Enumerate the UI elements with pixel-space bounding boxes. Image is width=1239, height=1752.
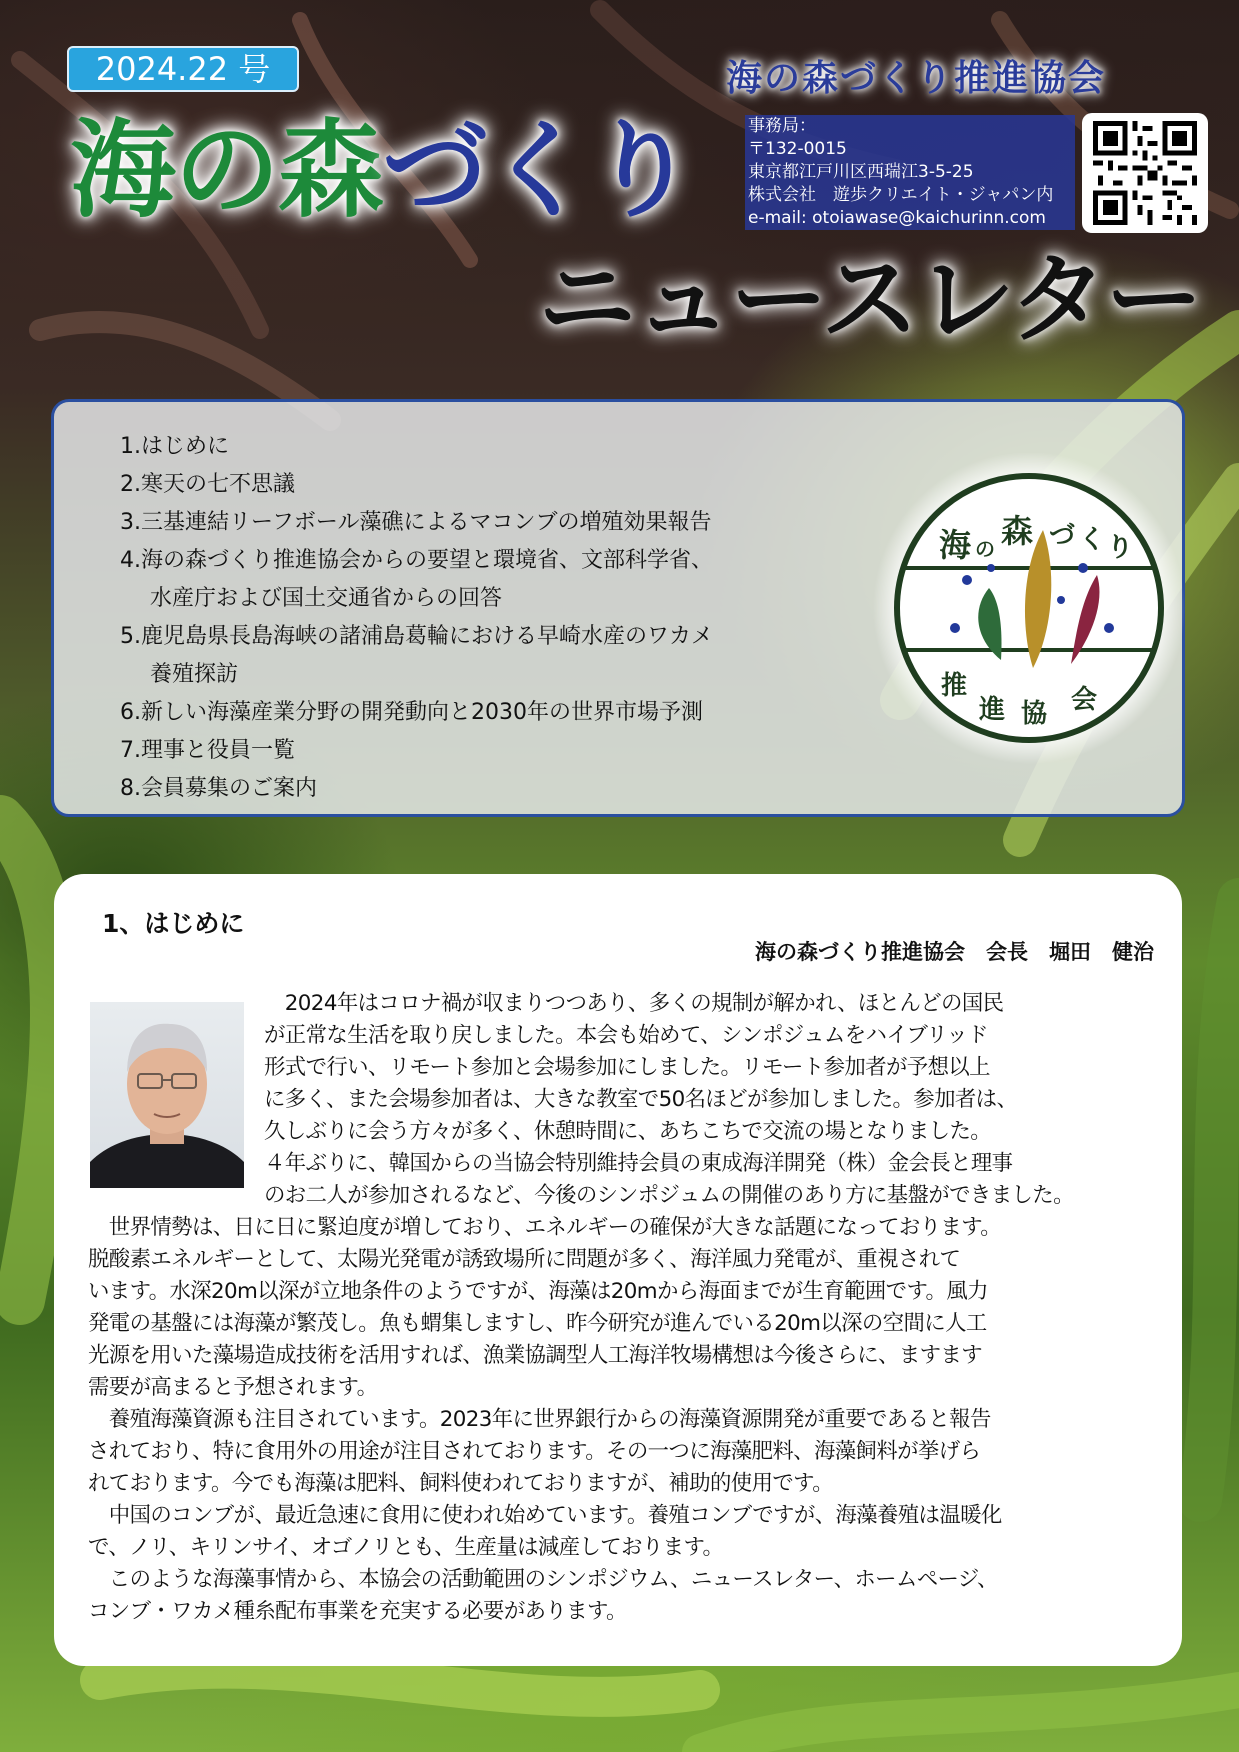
office-postal-code: 〒132-0015 [745, 138, 1075, 161]
toc-item-number: 1 [120, 434, 134, 459]
paragraph-line: ４年ぶりに、韓国からの当協会特別維持会員の東成海洋開発（株）金会長と理事 [264, 1151, 1013, 1176]
newsletter-title [70, 107, 694, 232]
toc-item[interactable]: 7.理事と役員一覧 [120, 732, 880, 770]
paragraph-line: 養殖海藻資源も注目されています。2023年に世界銀行からの海藻資源開発が重要であると報告 [88, 1407, 991, 1432]
logo-char: 推 [941, 671, 968, 701]
toc-item-number: 3 [120, 510, 134, 535]
toc-item[interactable]: 8.会員募集のご案内 [120, 770, 880, 808]
toc-item-text: 鹿児島県長島海峡の諸浦島葛輪における早崎水産のワカメ [141, 624, 714, 649]
issue-number-badge: 2024.22 号 [67, 46, 299, 92]
article-panel [54, 874, 1182, 1666]
article-body [88, 988, 1156, 1628]
toc-item-number: 5 [120, 624, 134, 649]
paragraph-line: が正常な生活を取り戻しました。本会も始めて、シンポジュムをハイブリッド [264, 1023, 988, 1048]
title-blue-part: づくり [382, 107, 694, 232]
toc-item[interactable]: 4.海の森づくり推進協会からの要望と環境省、文部科学省、 水産庁および国土交通省からの回答 [120, 542, 880, 618]
toc-item-number: 4 [120, 548, 134, 573]
office-address: 東京都江戸川区西瑞江3-5-25 [745, 161, 1075, 184]
paragraph-line: されており、特に食用外の用途が注目されております。その一つに海藻肥料、海藻飼料が挙げら [88, 1439, 981, 1464]
paragraph-line: コンブ・ワカメ種糸配布事業を充実する必要があります。 [88, 1599, 627, 1624]
toc-item-continuation: 水産庁および国土交通省からの回答 [150, 586, 503, 611]
toc-item-text: 三基連結リーフボール藻礁によるマコンブの増殖効果報告 [141, 510, 712, 535]
logo-char: り [1107, 533, 1134, 563]
toc-item-text: 海の森づくり推進協会からの要望と環境省、文部科学省、 [141, 548, 714, 573]
paragraph-line: 発電の基盤には海藻が繁茂し。魚も蝟集しますし、昨今研究が進んでいる20m以深の空間に人工 [88, 1311, 987, 1336]
office-company: 株式会社 遊歩クリエイト・ジャパン内 [745, 184, 1075, 207]
toc-item-text: 寒天の七不思議 [141, 472, 296, 497]
logo-char: 進 [979, 695, 1006, 725]
paragraph-line: で、ノリ、キリンサイ、オゴノリとも、生産量は減産しております。 [88, 1535, 724, 1560]
paragraph-line: います。水深20m以深が立地条件のようですが、海藻は20mから海面までが生育範囲です。風力 [88, 1279, 988, 1304]
paragraph-line: 中国のコンブが、最近急速に食用に使われ始めています。養殖コンブですが、海藻養殖は温暖化 [88, 1503, 1002, 1528]
office-label: 事務局： [745, 115, 1075, 138]
toc-item[interactable]: 5.鹿児島県長島海峡の諸浦島葛輪における早崎水産のワカメ 養殖探訪 [120, 618, 880, 694]
logo-char: 会 [1071, 685, 1098, 715]
paragraph-line: のお二人が参加されるなど、今後のシンポジュムの開催のあり方に基盤ができました。 [264, 1183, 1074, 1208]
logo-char: の [975, 537, 995, 561]
toc-item-number: 7 [120, 738, 134, 763]
paragraph-line: 形式で行い、リモート参加と会場参加にしました。リモート参加者が予想以上 [264, 1055, 990, 1080]
toc-item[interactable]: 2.寒天の七不思議 [120, 466, 880, 504]
logo-char: 協 [1021, 699, 1048, 729]
toc-item-continuation: 養殖探訪 [150, 662, 239, 687]
logo-char: づ [1049, 521, 1076, 551]
author-byline: 海の森づくり推進協会 会長 堀田 健治 [755, 940, 1154, 964]
toc-item[interactable]: 1.はじめに [120, 428, 880, 466]
toc-item[interactable]: 6.新しい海藻産業分野の開発動向と2030年の世界市場予測 [120, 694, 880, 732]
title-green-part: 海の森 [70, 107, 382, 232]
toc-item-text: はじめに [141, 434, 230, 459]
paragraph-line: に多く、また会場参加者は、大きな教室で50名ほどが参加しました。参加者は、 [264, 1087, 1018, 1112]
toc-item-number: 2 [120, 472, 134, 497]
logo-char: 森 [1001, 512, 1034, 550]
newsletter-subtitle: ニュースレター [538, 243, 1202, 357]
toc-item-text: 会員募集のご案内 [141, 776, 318, 801]
paragraph-line: 脱酸素エネルギーとして、太陽光発電が誘致場所に問題が多く、海洋風力発電が、重視されて [88, 1247, 961, 1272]
section-heading: 1、はじめに [102, 909, 245, 938]
organization-name: 海の森づくり推進協会 [726, 58, 1107, 99]
paragraph-line: 久しぶりに会う方々が多く、休憩時間に、あちこちで交流の場となりました。 [264, 1119, 992, 1144]
paragraph-line: 世界情勢は、日に日に緊迫度が増しており、エネルギーの確保が大きな話題になっております。 [88, 1215, 1002, 1240]
toc-item-text: 新しい海藻産業分野の開発動向と2030年の世界市場予測 [141, 700, 703, 725]
paragraph-line: れております。今でも海藻は肥料、飼料使われておりますが、補助的使用です。 [88, 1471, 834, 1496]
toc-list [120, 428, 880, 808]
logo-char: 海 [939, 526, 972, 564]
paragraph-line: 需要が高まると予想されます。 [88, 1375, 378, 1400]
paragraph-line: 光源を用いた藻場造成技術を活用すれば、漁業協調型人工海洋牧場構想は今後さらに、ますます [88, 1343, 982, 1368]
toc-item[interactable]: 3.三基連結リーフボール藻礁によるマコンブの増殖効果報告 [120, 504, 880, 542]
toc-item-number: 8 [120, 776, 134, 801]
qr-code-icon[interactable] [1082, 113, 1208, 233]
paragraph-line: 2024年はコロナ禍が収まりつつあり、多くの規制が解かれ、ほとんどの国民 [264, 991, 1004, 1016]
toc-item-number: 6 [120, 700, 134, 725]
toc-item-text: 理事と役員一覧 [141, 738, 296, 763]
table-of-contents [51, 399, 1185, 817]
office-email-link[interactable]: e-mail: otoiawase@kaichurinn.com [745, 207, 1075, 230]
association-logo [871, 450, 1187, 766]
paragraph-line: このような海藻事情から、本協会の活動範囲のシンポジウム、ニュースレター、ホームページ、 [88, 1567, 998, 1592]
logo-char: く [1079, 525, 1106, 555]
office-address-block [745, 115, 1075, 230]
